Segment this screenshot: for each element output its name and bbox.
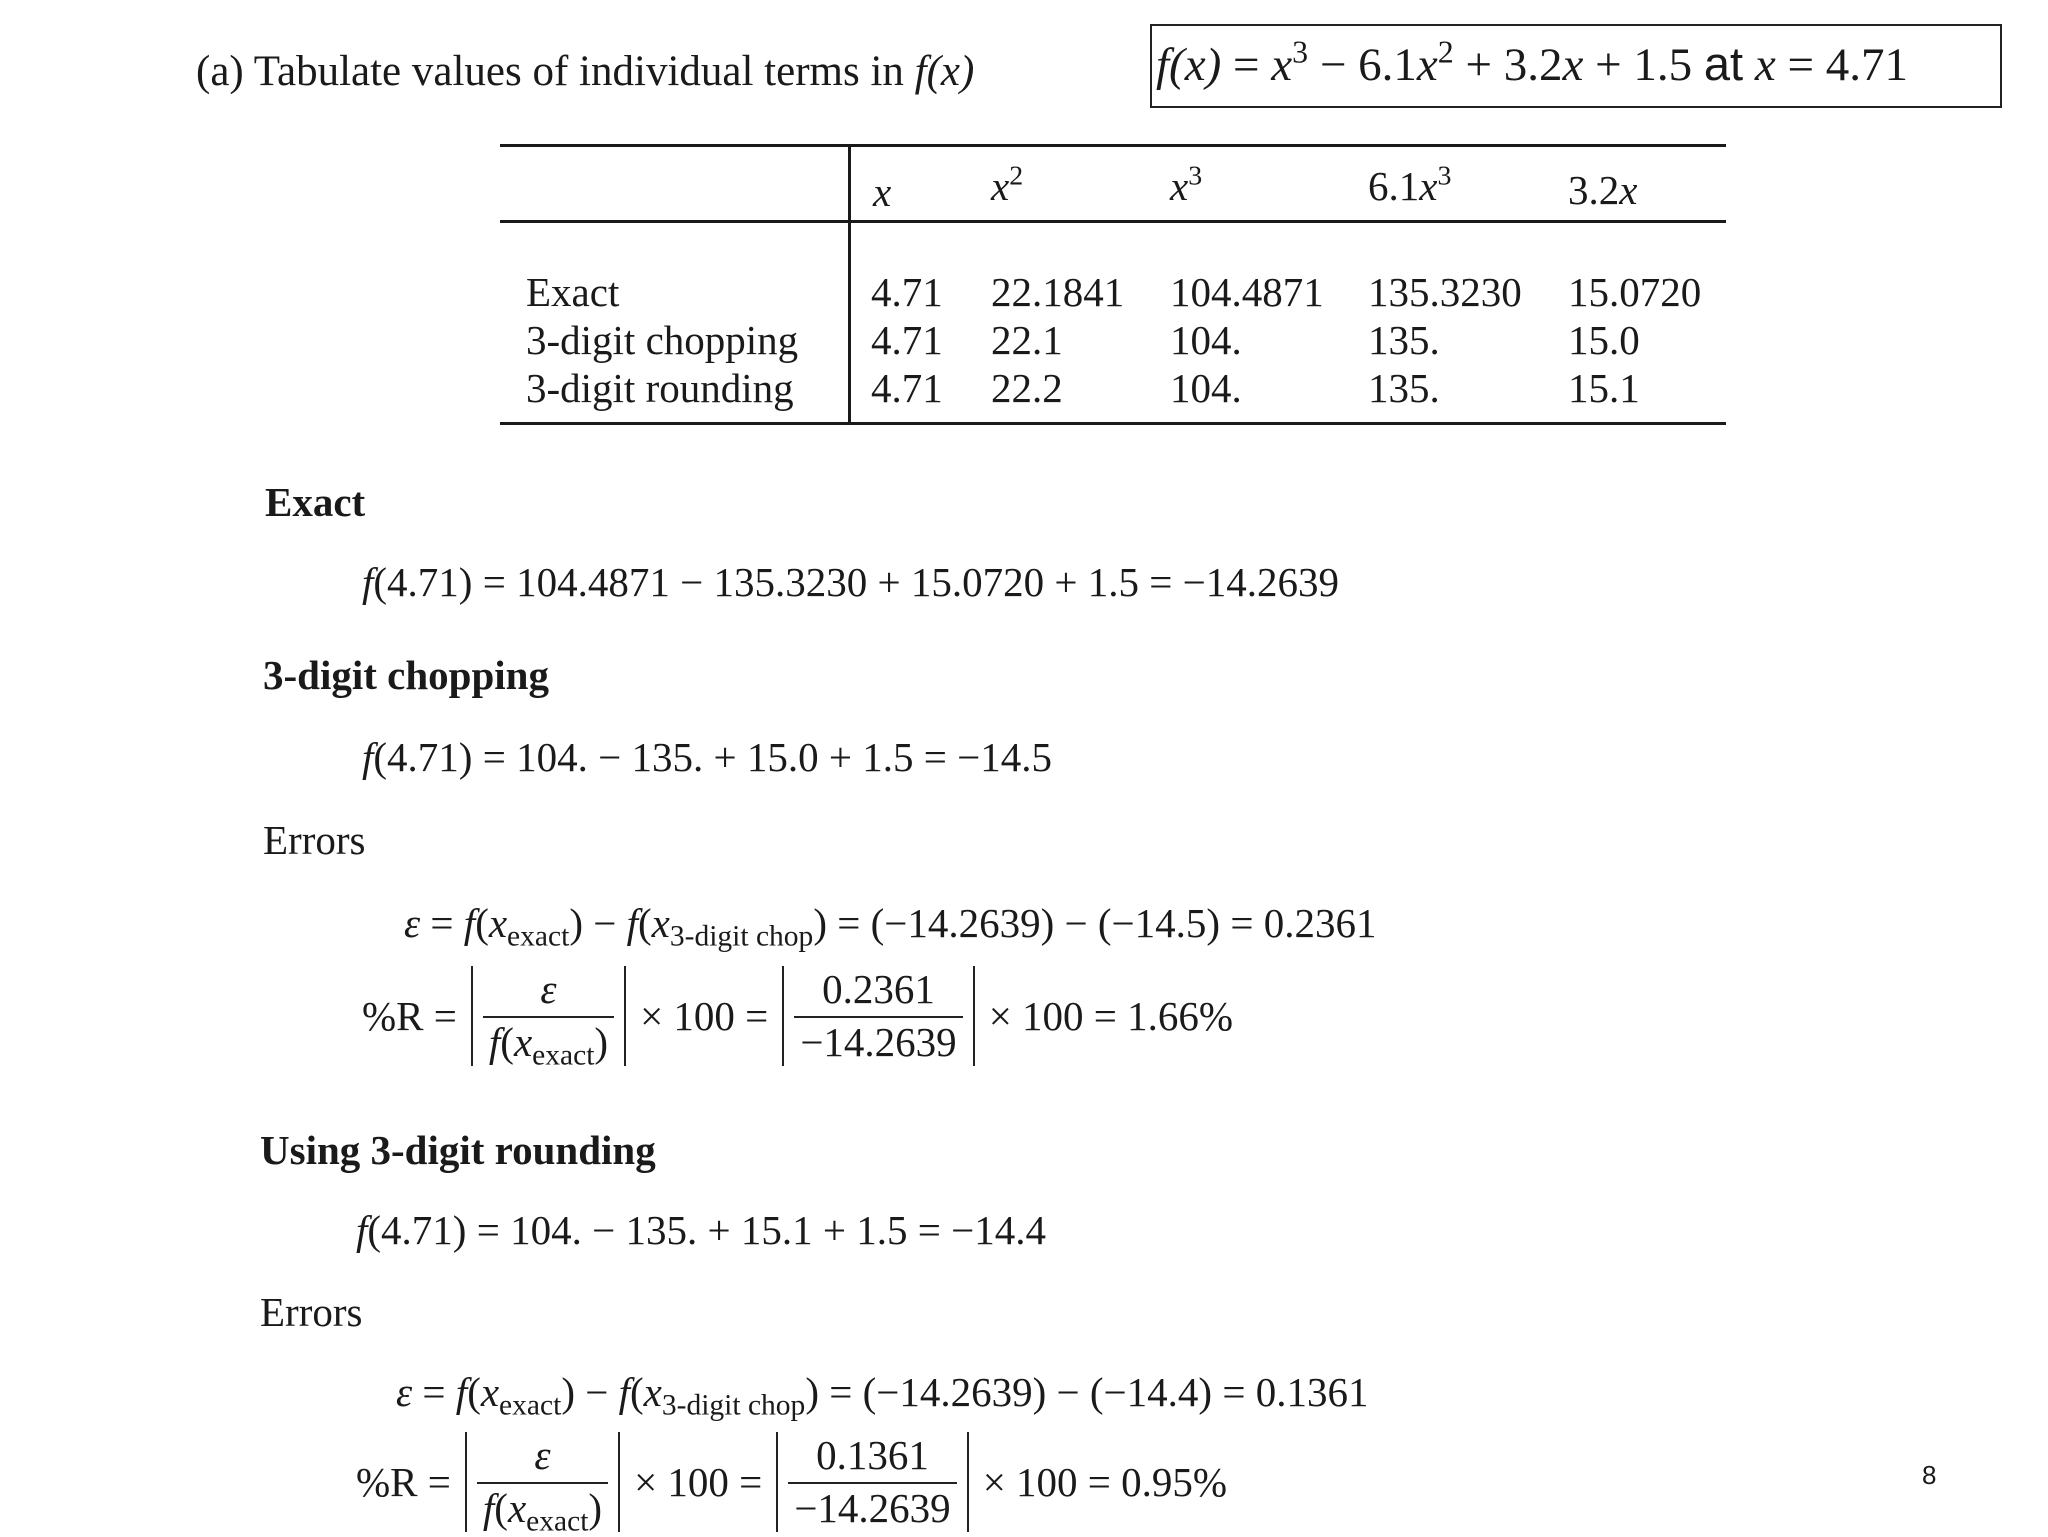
col-header-3-2x: 3.2x xyxy=(1568,167,1638,213)
row-label-exact: Exact xyxy=(526,269,620,315)
table-cell: 104.4871 xyxy=(1170,269,1324,315)
table-cell: 15.0720 xyxy=(1568,269,1702,315)
formula-x-value: = 4.71 xyxy=(1787,39,1908,91)
formula-lhs: f(x) xyxy=(1156,39,1222,91)
table-cell: 135. xyxy=(1368,317,1440,363)
table-cell: 22.2 xyxy=(991,365,1063,411)
chopping-percent-equation: %R = $\frac{\varepsilon}{f(x_{exact})}$ × 100 = $\frac{0.2361}{-14.2639}$ × 100 = 1.66% xyxy=(362,966,1234,1072)
table-cell: 22.1841 xyxy=(991,269,1125,315)
table-column-divider xyxy=(848,146,851,424)
row-label-rounding: 3-digit rounding xyxy=(526,365,794,411)
exact-heading: Exact xyxy=(265,479,366,525)
table-cell: 4.71 xyxy=(871,269,943,315)
rounding-heading: Using 3-digit rounding xyxy=(260,1127,656,1173)
formula-term1-base: x xyxy=(1271,39,1293,91)
exact-equation: f(4.71) = 104.4871 − 135.3230 + 15.0720 + 1.5 = −14.2639 xyxy=(362,559,1339,605)
title-function: f(x) xyxy=(914,48,975,95)
table-cell: 135. xyxy=(1368,365,1440,411)
table-cell: 135.3230 xyxy=(1368,269,1522,315)
formula-eq: = xyxy=(1232,39,1260,91)
chopping-equation: f(4.71) = 104. − 135. + 15.0 + 1.5 = −14.5 xyxy=(362,734,1052,780)
formula-term2-base: x xyxy=(1416,39,1438,91)
table-header-rule xyxy=(500,220,1726,223)
abs-value-bars xyxy=(471,966,626,1072)
formula-term3-pre: + 3.2 xyxy=(1465,39,1563,91)
formula-at: at xyxy=(1703,37,1744,90)
abs-value-bars xyxy=(465,1432,620,1537)
col-header-x3: $x^3$ xyxy=(1170,160,1203,209)
col-header-x: x xyxy=(873,169,892,215)
abs-value-bars xyxy=(782,966,974,1066)
rounding-equation: f(4.71) = 104. − 135. + 15.1 + 1.5 = −14.4 xyxy=(356,1207,1046,1253)
rounding-errors-label: Errors xyxy=(260,1289,363,1335)
part-label: (a) xyxy=(196,48,244,95)
abs-value-bars xyxy=(776,1432,968,1532)
formula-term3-base: x xyxy=(1562,39,1584,91)
section-title xyxy=(196,50,974,93)
table-cell: 104. xyxy=(1170,317,1242,363)
rounding-percent-equation: %R = $\frac{\varepsilon}{f(x_{exact})}$ × 100 = $\frac{0.1361}{-14.2639}$ × 100 = 0.95% xyxy=(356,1432,1228,1537)
fraction: $\frac{0.2361}{-14.2639}$ xyxy=(794,969,962,1063)
title-text: Tabulate values of individual terms in xyxy=(253,48,904,95)
formula-term4: + 1.5 xyxy=(1595,39,1693,91)
chopping-errors-label: Errors xyxy=(263,817,366,863)
table-cell: 22.1 xyxy=(991,317,1063,363)
formula-term2-exp: 2 xyxy=(1437,34,1454,70)
table-cell: 15.1 xyxy=(1568,365,1640,411)
fraction: $\frac{0.1361}{-14.2639}$ xyxy=(788,1435,956,1529)
table-cell: 4.71 xyxy=(871,365,943,411)
function-definition xyxy=(1156,34,1908,91)
table-cell: 15.0 xyxy=(1568,317,1640,363)
col-header-x2: $x^2$ xyxy=(991,160,1024,209)
page-number: 8 xyxy=(1922,1460,1937,1490)
fraction: $\frac{\varepsilon}{f(x_{exact})}$ xyxy=(477,1435,608,1529)
table-top-rule xyxy=(500,144,1726,147)
formula-term1-exp: 3 xyxy=(1292,34,1309,70)
table-cell: 104. xyxy=(1170,365,1242,411)
table-cell: 4.71 xyxy=(871,317,943,363)
chopping-heading: 3-digit chopping xyxy=(263,652,549,698)
fraction: $\frac{\varepsilon}{f(x_{exact})}$ xyxy=(483,969,614,1063)
formula-x: x xyxy=(1754,39,1776,91)
rounding-error-equation: $\varepsilon = f(x_{exact}) - f(x_{3-digit chop}) = (-14.2639) - (-14.4) = 0.1361$ xyxy=(396,1369,1369,1422)
row-label-chopping: 3-digit chopping xyxy=(526,317,799,363)
chopping-error-equation: $\varepsilon = f(x_{exact}) - f(x_{3-digit chop}) = (-14.2639) - (-14.5) = 0.2361$ xyxy=(404,900,1377,953)
formula-term2-pre: − 6.1 xyxy=(1319,39,1417,91)
table-bottom-rule xyxy=(500,422,1726,425)
col-header-6-1x3: $6.1x^3$ xyxy=(1368,160,1452,209)
